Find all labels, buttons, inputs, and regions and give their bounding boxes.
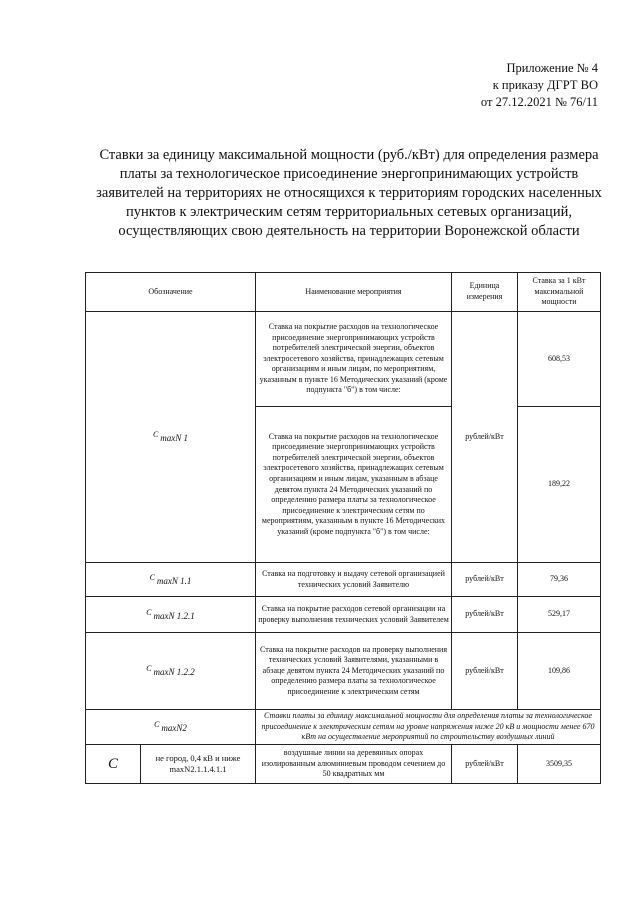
header-designation: Обозначение bbox=[86, 273, 256, 312]
header-rate: Ставка за 1 кВт максимальной мощности bbox=[518, 273, 601, 312]
unit-cell: рублей/кВт bbox=[452, 312, 518, 563]
symbol-cell bbox=[86, 597, 256, 633]
activity-cell: Ставка на покрытие расходов на технологическое присоединение энергопринимающих устройств потребителей электрической энергии, объектов электросетевого хозяйства, принадлежащих сетевым организациям и иным лицам, указанным в абзаце девятом пункта 24 Методических указаний по определению размера платы за технологическое присоединение к электрическим сетям по мероприятиям, указанным в пункте 16 Методических указаний (кроме подпункта "б") в том числе: bbox=[256, 407, 452, 563]
appendix-number: Приложение № 4 bbox=[506, 61, 598, 75]
table-row bbox=[86, 633, 601, 710]
section-row bbox=[86, 710, 601, 745]
voltage-line: не город, 0,4 кВ и ниже bbox=[155, 753, 241, 763]
table-row bbox=[86, 745, 601, 784]
symbol-main: C bbox=[149, 572, 155, 582]
symbol-main: C bbox=[146, 664, 152, 674]
symbol-main: C bbox=[146, 607, 152, 617]
symbol-sub: maxN 1.1 bbox=[156, 575, 192, 586]
table-header-row bbox=[86, 273, 601, 312]
rate-cell: 3509,35 bbox=[518, 745, 601, 784]
unit-cell: рублей/кВт bbox=[452, 597, 518, 633]
rate-cell: 109,86 bbox=[518, 633, 601, 710]
activity-cell: Ставка на покрытие расходов на технологическое присоединение энергопринимающих устройств потребителей электрической энергии, объектов электросетевого хозяйства, принадлежащих сетевым организациям и иным лицам, по мероприятиям, указанным в пункте 16 Методических указаний (кроме подпункта "б") в том числе: bbox=[256, 312, 452, 407]
activity-cell: Ставка на покрытие расходов на проверку выполнения технических условий Заявителями, указанными в абзаце девятом пункта 24 Методических указаний по определению размера платы за технологическое присоединение к электрическим сетям bbox=[256, 633, 452, 710]
rate-cell: 189,22 bbox=[518, 407, 601, 563]
symbol-main: C bbox=[86, 745, 141, 783]
header-unit: Единица измерения bbox=[452, 273, 518, 312]
symbol-main: C bbox=[152, 430, 159, 440]
symbol-sub: maxN2 bbox=[161, 723, 187, 734]
rates-table bbox=[85, 272, 601, 784]
unit-cell: рублей/кВт bbox=[452, 633, 518, 710]
section-description: Ставки платы за единицу максимальной мощности для определения платы за технологическое присоединение к электрическим сетям на уровне напряжения ниже 20 кВ и мощности менее 670 кВт на осуществление мероприятий по строительству воздушных линий bbox=[256, 710, 601, 745]
rate-cell: 529,17 bbox=[518, 597, 601, 633]
unit-cell: рублей/кВт bbox=[452, 745, 518, 784]
appendix-date: от 27.12.2021 № 76/11 bbox=[480, 95, 598, 109]
appendix-header bbox=[481, 60, 598, 111]
document-title: Ставки за единицу максимальной мощности (руб./кВт) для определения размера платы за технологическое присоединение энергопринимающих устройств заявителей на территориях не относящихся к территориям городских населенных пунктов к электрическим сетям территориальных сетевых организаций, осуществляющих свою деятельность на территории Воронежской области bbox=[96, 147, 602, 239]
activity-cell: Ставка на покрытие расходов сетевой организации на проверку выполнения технических условий Заявителем bbox=[256, 597, 452, 633]
symbol-cell bbox=[86, 745, 256, 784]
rate-cell: 608,53 bbox=[518, 312, 601, 407]
symbol-cell bbox=[86, 633, 256, 710]
voltage-label bbox=[141, 753, 255, 775]
symbol-sub: maxN 1.2.2 bbox=[153, 667, 195, 678]
activity-cell: воздушные линии на деревянных опорах изолированным алюминиевым проводом сечением до 50 квадратных мм bbox=[256, 745, 452, 784]
table-row bbox=[86, 312, 601, 407]
header-activity: Наименование мероприятия bbox=[256, 273, 452, 312]
activity-cell: Ставка на подготовку и выдачу сетевой организацией технических условий Заявителю bbox=[256, 563, 452, 597]
table-row bbox=[86, 563, 601, 597]
appendix-order: к приказу ДГРТ ВО bbox=[492, 78, 598, 92]
rate-cell: 79,36 bbox=[518, 563, 601, 597]
symbol-main: C bbox=[154, 720, 160, 730]
unit-cell: рублей/кВт bbox=[452, 563, 518, 597]
symbol-cell bbox=[86, 563, 256, 597]
symbol-sub: maxN 1.2.1 bbox=[153, 610, 195, 621]
section-symbol-cell bbox=[86, 710, 256, 745]
symbol-cell bbox=[86, 312, 256, 563]
voltage-code: maxN2.1.1.4.1.1 bbox=[169, 764, 227, 774]
symbol-sub: maxN 1 bbox=[160, 433, 189, 444]
table-row bbox=[86, 597, 601, 633]
